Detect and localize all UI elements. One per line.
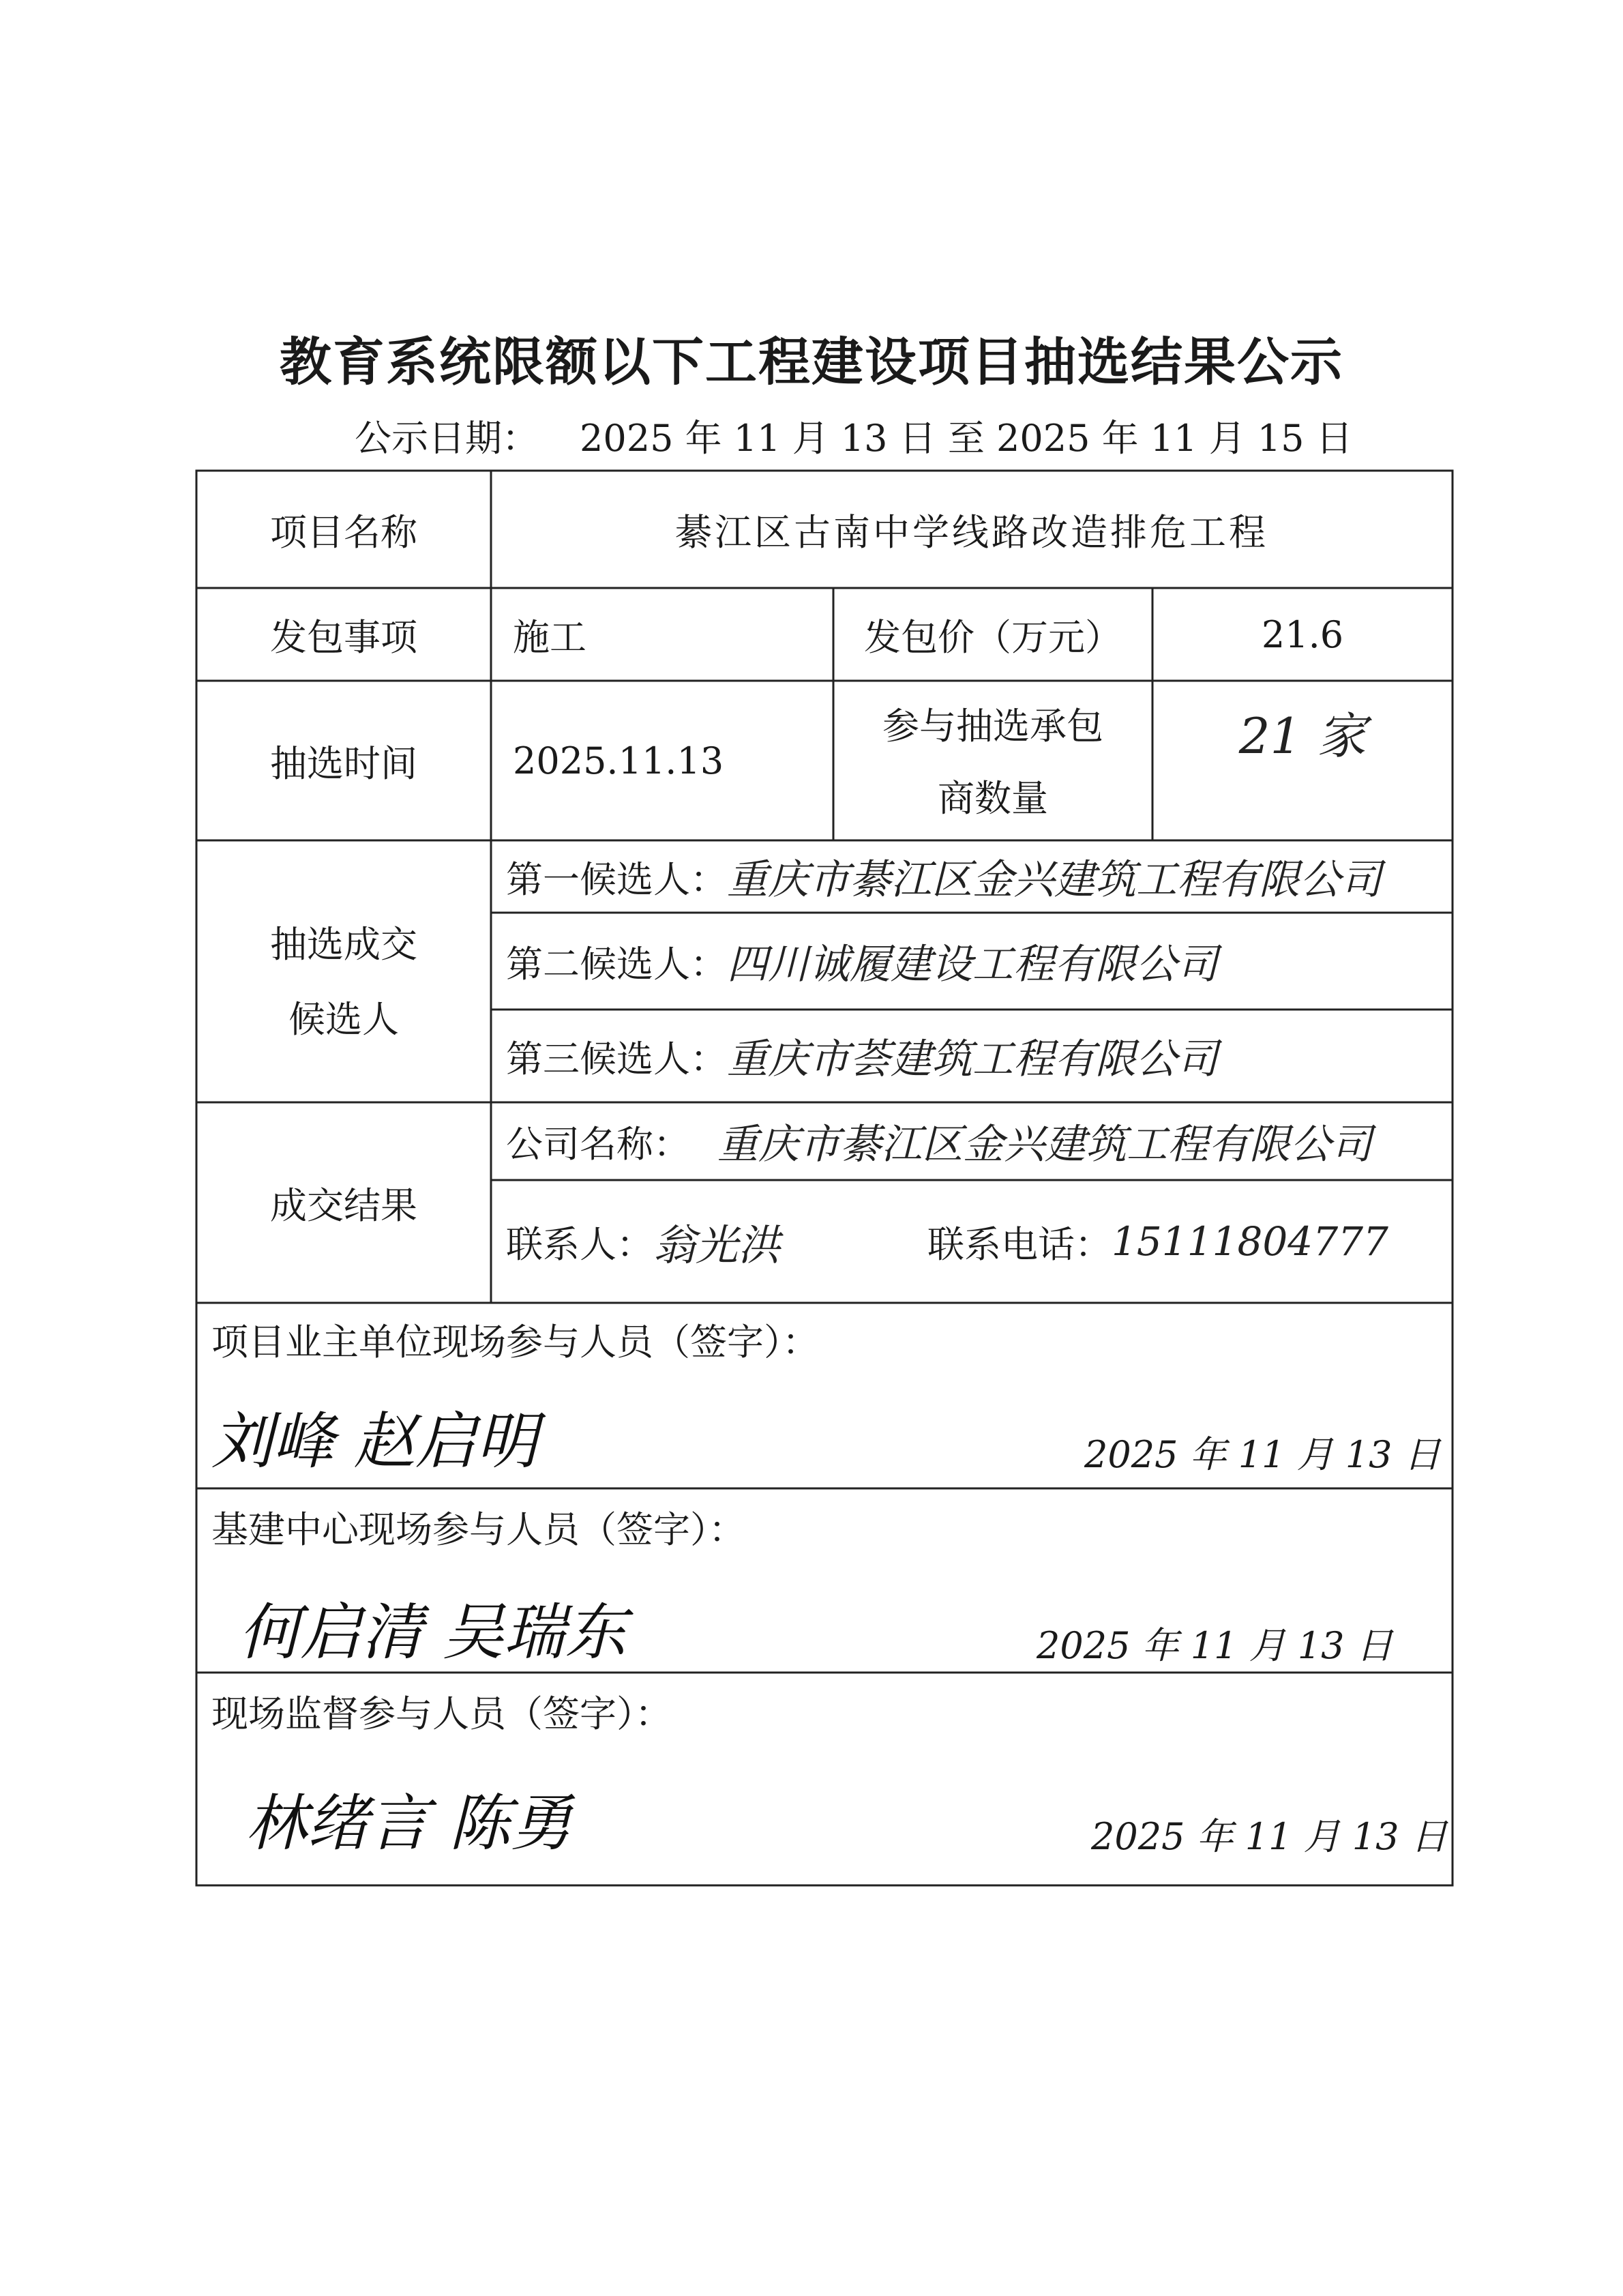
candidate-3-value: 重庆市荟建筑工程有限公司 [727,1035,1218,1083]
publicity-date-range: 2025 年 11 月 13 日 至 2025 年 11 月 15 日 [580,417,1353,460]
owner-signatures: 刘峰 赵启明 [211,1406,538,1477]
candidate-3-row [506,1010,1218,1102]
phone-row [927,1180,1388,1303]
candidate-1-value: 重庆市綦江区金兴建筑工程有限公司 [727,856,1382,904]
draw-time-value: 2025.11.13 [513,739,724,782]
supervision-sign-date: 2025 年 11 月 13 日 [1091,1815,1448,1858]
supervision-signatures: 林绪言 陈勇 [245,1788,572,1859]
candidate-1-label: 第一候选人： [506,857,727,901]
company-row [506,1102,1372,1180]
bidder-count-label [833,681,1152,840]
bidder-count-label-line1: 参与抽选承包 [882,705,1103,748]
bidder-count-label-line2: 商数量 [938,777,1048,820]
owner-sign-date: 2025 年 11 月 13 日 [1084,1433,1441,1476]
infra-sign-label: 基建中心现场参与人员（签字）： [211,1508,745,1551]
supervision-sign-label: 现场监督参与人员（签字）： [211,1692,672,1735]
candidate-2-row [506,913,1218,1010]
infra-sign-date: 2025 年 11 月 13 日 [1037,1624,1393,1667]
contract-item-value: 施工 [513,615,586,659]
project-name-label: 项目名称 [270,510,417,554]
contract-price-value: 21.6 [1261,613,1344,656]
company-label: 公司名称： [506,1122,690,1166]
contact-label: 联系人： [506,1222,653,1266]
publicity-date-label: 公示日期： [355,417,539,460]
candidates-label-line2: 候选人 [288,998,399,1041]
project-name-value: 綦江区古南中学线路改造排危工程 [675,510,1268,554]
contract-price-label: 发包价（万元） [864,615,1122,659]
owner-sign-label: 项目业主单位现场参与人员（签字）： [211,1321,819,1364]
candidate-2-label: 第二候选人： [506,942,727,986]
candidate-3-label: 第三候选人： [506,1037,727,1080]
document-title: 教育系统限额以下工程建设项目抽选结果公示 [280,332,1343,392]
bidder-count-value: 21 家 [1238,707,1367,765]
phone-label: 联系电话： [927,1222,1112,1266]
candidates-label [196,840,491,1102]
candidate-2-value: 四川诚履建设工程有限公司 [727,941,1218,988]
candidates-label-line1: 抽选成交 [270,923,417,966]
draw-time-label: 抽选时间 [270,741,417,785]
result-label: 成交结果 [270,1183,417,1227]
contact-value: 翁光洪 [653,1220,781,1270]
contact-row [506,1180,780,1303]
candidate-1-row [506,840,1382,913]
phone-value: 15111804777 [1112,1218,1388,1265]
infra-signatures: 何启清 吴瑞东 [239,1597,627,1668]
contract-item-label: 发包事项 [270,615,417,659]
company-value: 重庆市綦江区金兴建筑工程有限公司 [717,1121,1372,1168]
